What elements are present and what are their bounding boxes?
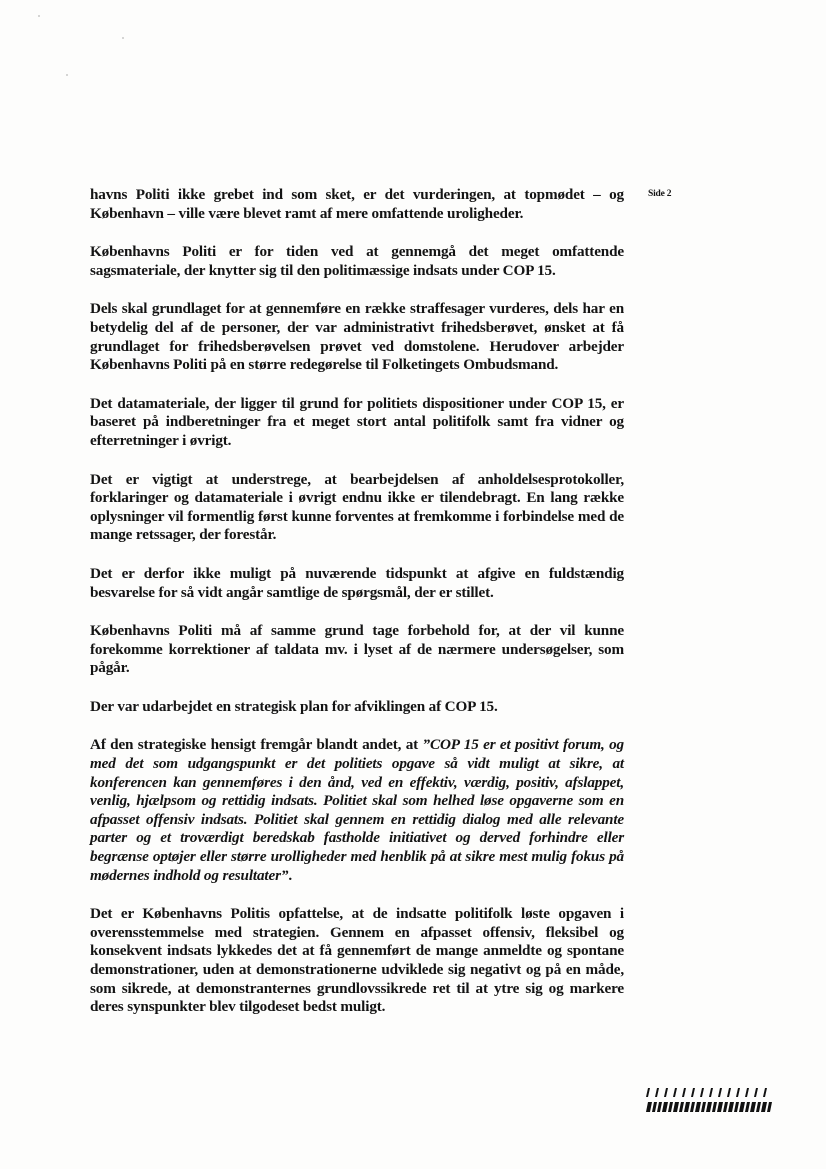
paragraph: Det er Københavns Politis opfattelse, at de indsatte politifolk løste opgaven i overensstemmelse med strategien. Gennem en afpasset offensiv, fleksibel og konsekvent indsats lykkedes det at få gennemført de mange anmeldte og spontane demonstrationer, uden at demonstrationerne udviklede sig negativt og på en måde, som sikrede, at demonstranternes grundlovssikrede ret til at ytre sig og markere deres synspunkter blev tilgodeset bedst muligt. <box>90 905 624 1016</box>
scan-speck <box>66 74 68 76</box>
paragraph: Københavns Politi må af samme grund tage forbehold for, at der vil kunne forekomme korrektioner af taldata mv. i lyset af de nærmere undersøgelser, som pågår. <box>90 622 624 677</box>
paragraph: Det er derfor ikke muligt på nuværende tidspunkt at afgive en fuldstændig besvarelse for så vidt angår samtlige de spørgsmål, der er stillet. <box>90 564 624 601</box>
paragraph: Københavns Politi er for tiden ved at gennemgå det meget omfattende sagsmateriale, der knytter sig til den politimæssige indsats under COP 15. <box>90 243 624 279</box>
scan-speck <box>38 15 40 17</box>
scan-speck <box>122 37 124 39</box>
paragraph: Dels skal grundlaget for at gennemføre en række straffesager vurderes, dels har en betydelig del af de personer, der var administrativt frihedsberøvet, ønsket at få grundlaget for frihedsberøvelsen prøvet ved domstolene. Herudover arbejder Københavns Politi på en større redegørelse til Folketingets Ombudsmand. <box>90 300 624 374</box>
document-barcode <box>646 1088 776 1114</box>
paragraph: Der var udarbejdet en strategisk plan for afviklingen af COP 15. <box>90 697 498 715</box>
page-number: Side 2 <box>648 189 672 199</box>
body-text <box>90 186 624 1037</box>
paragraph: havns Politi ikke grebet ind som sket, er det vurderingen, at topmødet – og København – ville være blevet ramt af mere omfattende uroligheder. <box>90 186 624 222</box>
quote-intro: Af den strategiske hensigt fremgår blandt andet, at <box>90 736 423 754</box>
strategy-quote: ”COP 15 er et positivt forum, og med det som udgangspunkt er det politiets opgave så vidt muligt at sikre, at konferencen kan gennemføres i den ånd, ved en effektiv, værdig, positiv, afslappet, venlig, hjælpsom og rettidig indsats. Politiet skal som helhed løse opgaverne som en afpasset offensiv indsats. Politiet skal gennem en rettidig dialog med alle relevante parter og et troværdigt beredskab fastholde initiativet og derved forhindre eller begrænse optøjer eller større urolligheder med henblik på at sikre mest mulig fokus på mødernes indhold og resultater” <box>90 736 624 884</box>
paragraph: Det datamateriale, der ligger til grund for politiets dispositioner under COP 15, er baseret på indberetninger fra et meget stort antal politifolk samt fra vidner og efterretninger i øvrigt. <box>90 394 624 449</box>
quote-end: . <box>288 866 292 884</box>
barcode-bottom-row <box>646 1102 772 1112</box>
strategy-quote-paragraph <box>90 736 624 885</box>
barcode-graphic <box>646 1088 776 1114</box>
paragraph: Det er vigtigt at understrege, at bearbejdelsen af anholdelsesprotokoller, forklaringer og datamateriale i øvrigt endnu ikke er tilendebragt. En lang række oplysninger vil formentlig først kunne forventes at fremkomme i forbindelse med de mange retssager, der forestår. <box>90 470 624 544</box>
barcode-top-row <box>646 1088 767 1097</box>
